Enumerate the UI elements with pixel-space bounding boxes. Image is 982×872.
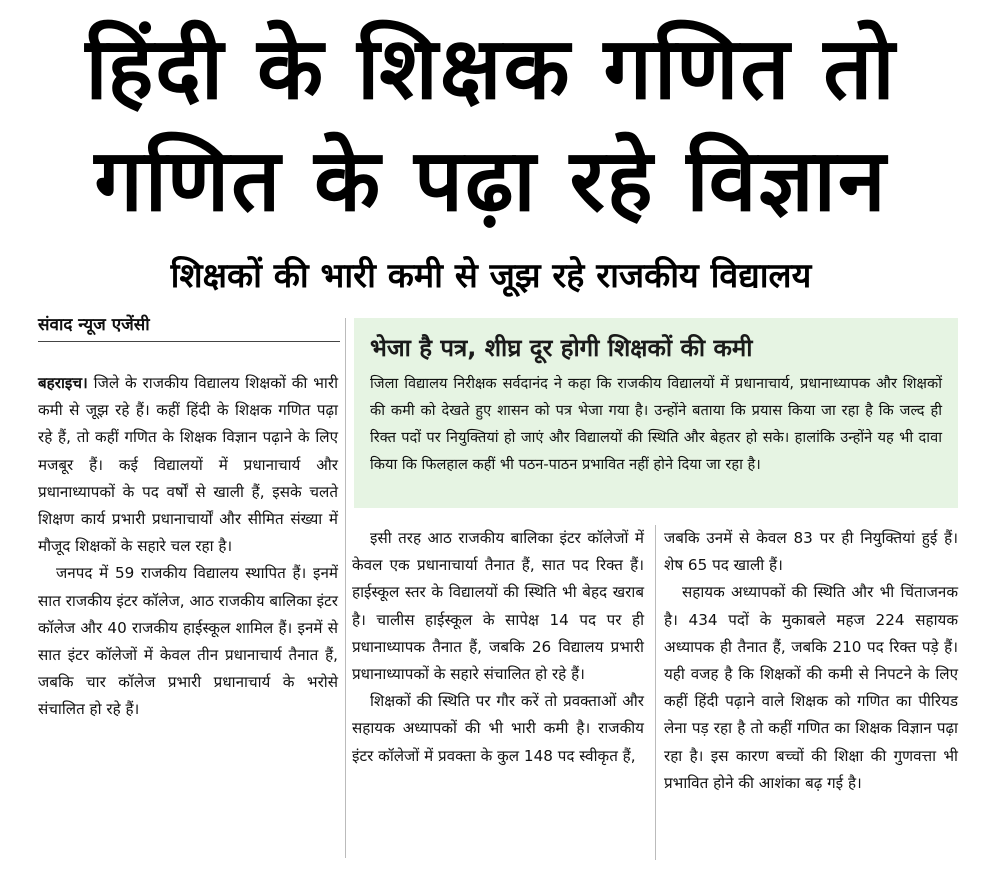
headline-line-1: हिंदी के शिक्षक गणित तो <box>85 19 897 119</box>
sidebar-title: भेजा है पत्र, शीघ्र दूर होगी शिक्षकों की कमी <box>370 334 753 362</box>
paragraph-text: जिले के राजकीय विद्यालय शिक्षकों की भारी कमी से जूझ रहे हैं। कहीं हिंदी के शिक्षक गणित पढ़ा रहे हैं, तो कहीं गणित के शिक्षक विज्ञान पढ़ाने के लिए मजबूर हैं। कई विद्यालयों में प्रधानाचार्य और प्रधानाध्यापकों के पद वर्षों से खाली हैं, इसके चलते शिक्षण कार्य प्रभारी प्रधानाचार्यों और सीमित संख्या में मौजूद शिक्षकों के सहारे चल रहा है। <box>38 374 338 556</box>
article-paragraph: शिक्षकों की स्थिति पर गौर करें तो प्रवक्ताओं और सहायक अध्यापकों की भी भारी कमी है। राजकीय इंटर कॉलेजों में प्रवक्ता के कुल 148 पद स्वीकृत हैं, <box>352 692 644 765</box>
sidebar-box <box>354 318 958 508</box>
headline-line-2: गणित के पढ़ा रहे विज्ञान <box>94 131 888 231</box>
byline-divider <box>38 341 340 342</box>
dateline: बहराइच। <box>38 374 88 392</box>
article-paragraph: जनपद में 59 राजकीय विद्यालय स्थापित हैं। इनमें सात राजकीय इंटर कॉलेज, आठ राजकीय बालिका इंटर कॉलेज और 40 राजकीय हाईस्कूल शामिल हैं। इनमें से सात इंटर कॉलेजों में केवल तीन प्रधानाचार्य तैनात हैं, जबकि चार कॉलेज प्रभारी प्रधानाचार्य के भरोसे संचालित हो रहे हैं। <box>38 564 338 719</box>
article-paragraph <box>38 370 338 560</box>
article-paragraph: जबकि उनमें से केवल 83 पर ही नियुक्तियां हुई हैं। शेष 65 पद खाली हैं। <box>664 529 958 575</box>
subheadline: शिक्षकों की भारी कमी से जूझ रहे राजकीय विद्यालय <box>170 256 812 296</box>
sidebar-body: जिला विद्यालय निरीक्षक सर्वदानंद ने कहा कि राजकीय विद्यालयों में प्रधानाचार्य, प्रधानाध्यापक और शिक्षकों की कमी को देखते हुए शासन को पत्र भेजा गया है। उन्होंने बताया कि प्रयास किया जा रहा है कि जल्द ही रिक्त पदों पर नियुक्तियां हो जाएं और विद्यालयों की स्थिति और बेहतर हो सके। हालांकि उन्होंने यह भी दावा किया कि फिलहाल कहीं भी पठन-पाठन प्रभावित नहीं होने दिया जा रहा है। <box>370 375 942 473</box>
article-paragraph: इसी तरह आठ राजकीय बालिका इंटर कॉलेजों में केवल एक प्रधानाचार्या तैनात हैं, सात पद रिक्त हैं। हाईस्कूल स्तर के विद्यालयों की स्थिति भी बेहद खराब है। चालीस हाईस्कूल के सापेक्ष 14 पद पर ही प्रधानाध्यापक तैनात हैं, जबकि 26 विद्यालय प्रभारी प्रधानाध्यापकों के सहारे संचालित हो रहे हैं। <box>352 529 644 684</box>
article-column-2 <box>352 525 644 770</box>
article-paragraph: सहायक अध्यापकों की स्थिति और भी चिंताजनक है। 434 पदों के मुकाबले महज 224 सहायक अध्यापक ही तैनात हैं, जबकि 210 पद रिक्त पड़े हैं। यही वजह है कि शिक्षकों की कमी से निपटने के लिए कहीं हिंदी पढ़ाने वाले शिक्षक को गणित का पीरियड लेना पड़ रहा है तो कहीं गणित का शिक्षक विज्ञान पढ़ा रहा है। इस कारण बच्चों की शिक्षा की गुणवत्ता भी प्रभावित होने की आशंका बढ़ गई है। <box>664 583 958 792</box>
article-column-1 <box>38 370 338 724</box>
article-column-3 <box>664 525 958 797</box>
column-divider <box>655 525 656 860</box>
column-divider <box>345 318 346 858</box>
byline: संवाद न्यूज एजेंसी <box>38 315 150 335</box>
